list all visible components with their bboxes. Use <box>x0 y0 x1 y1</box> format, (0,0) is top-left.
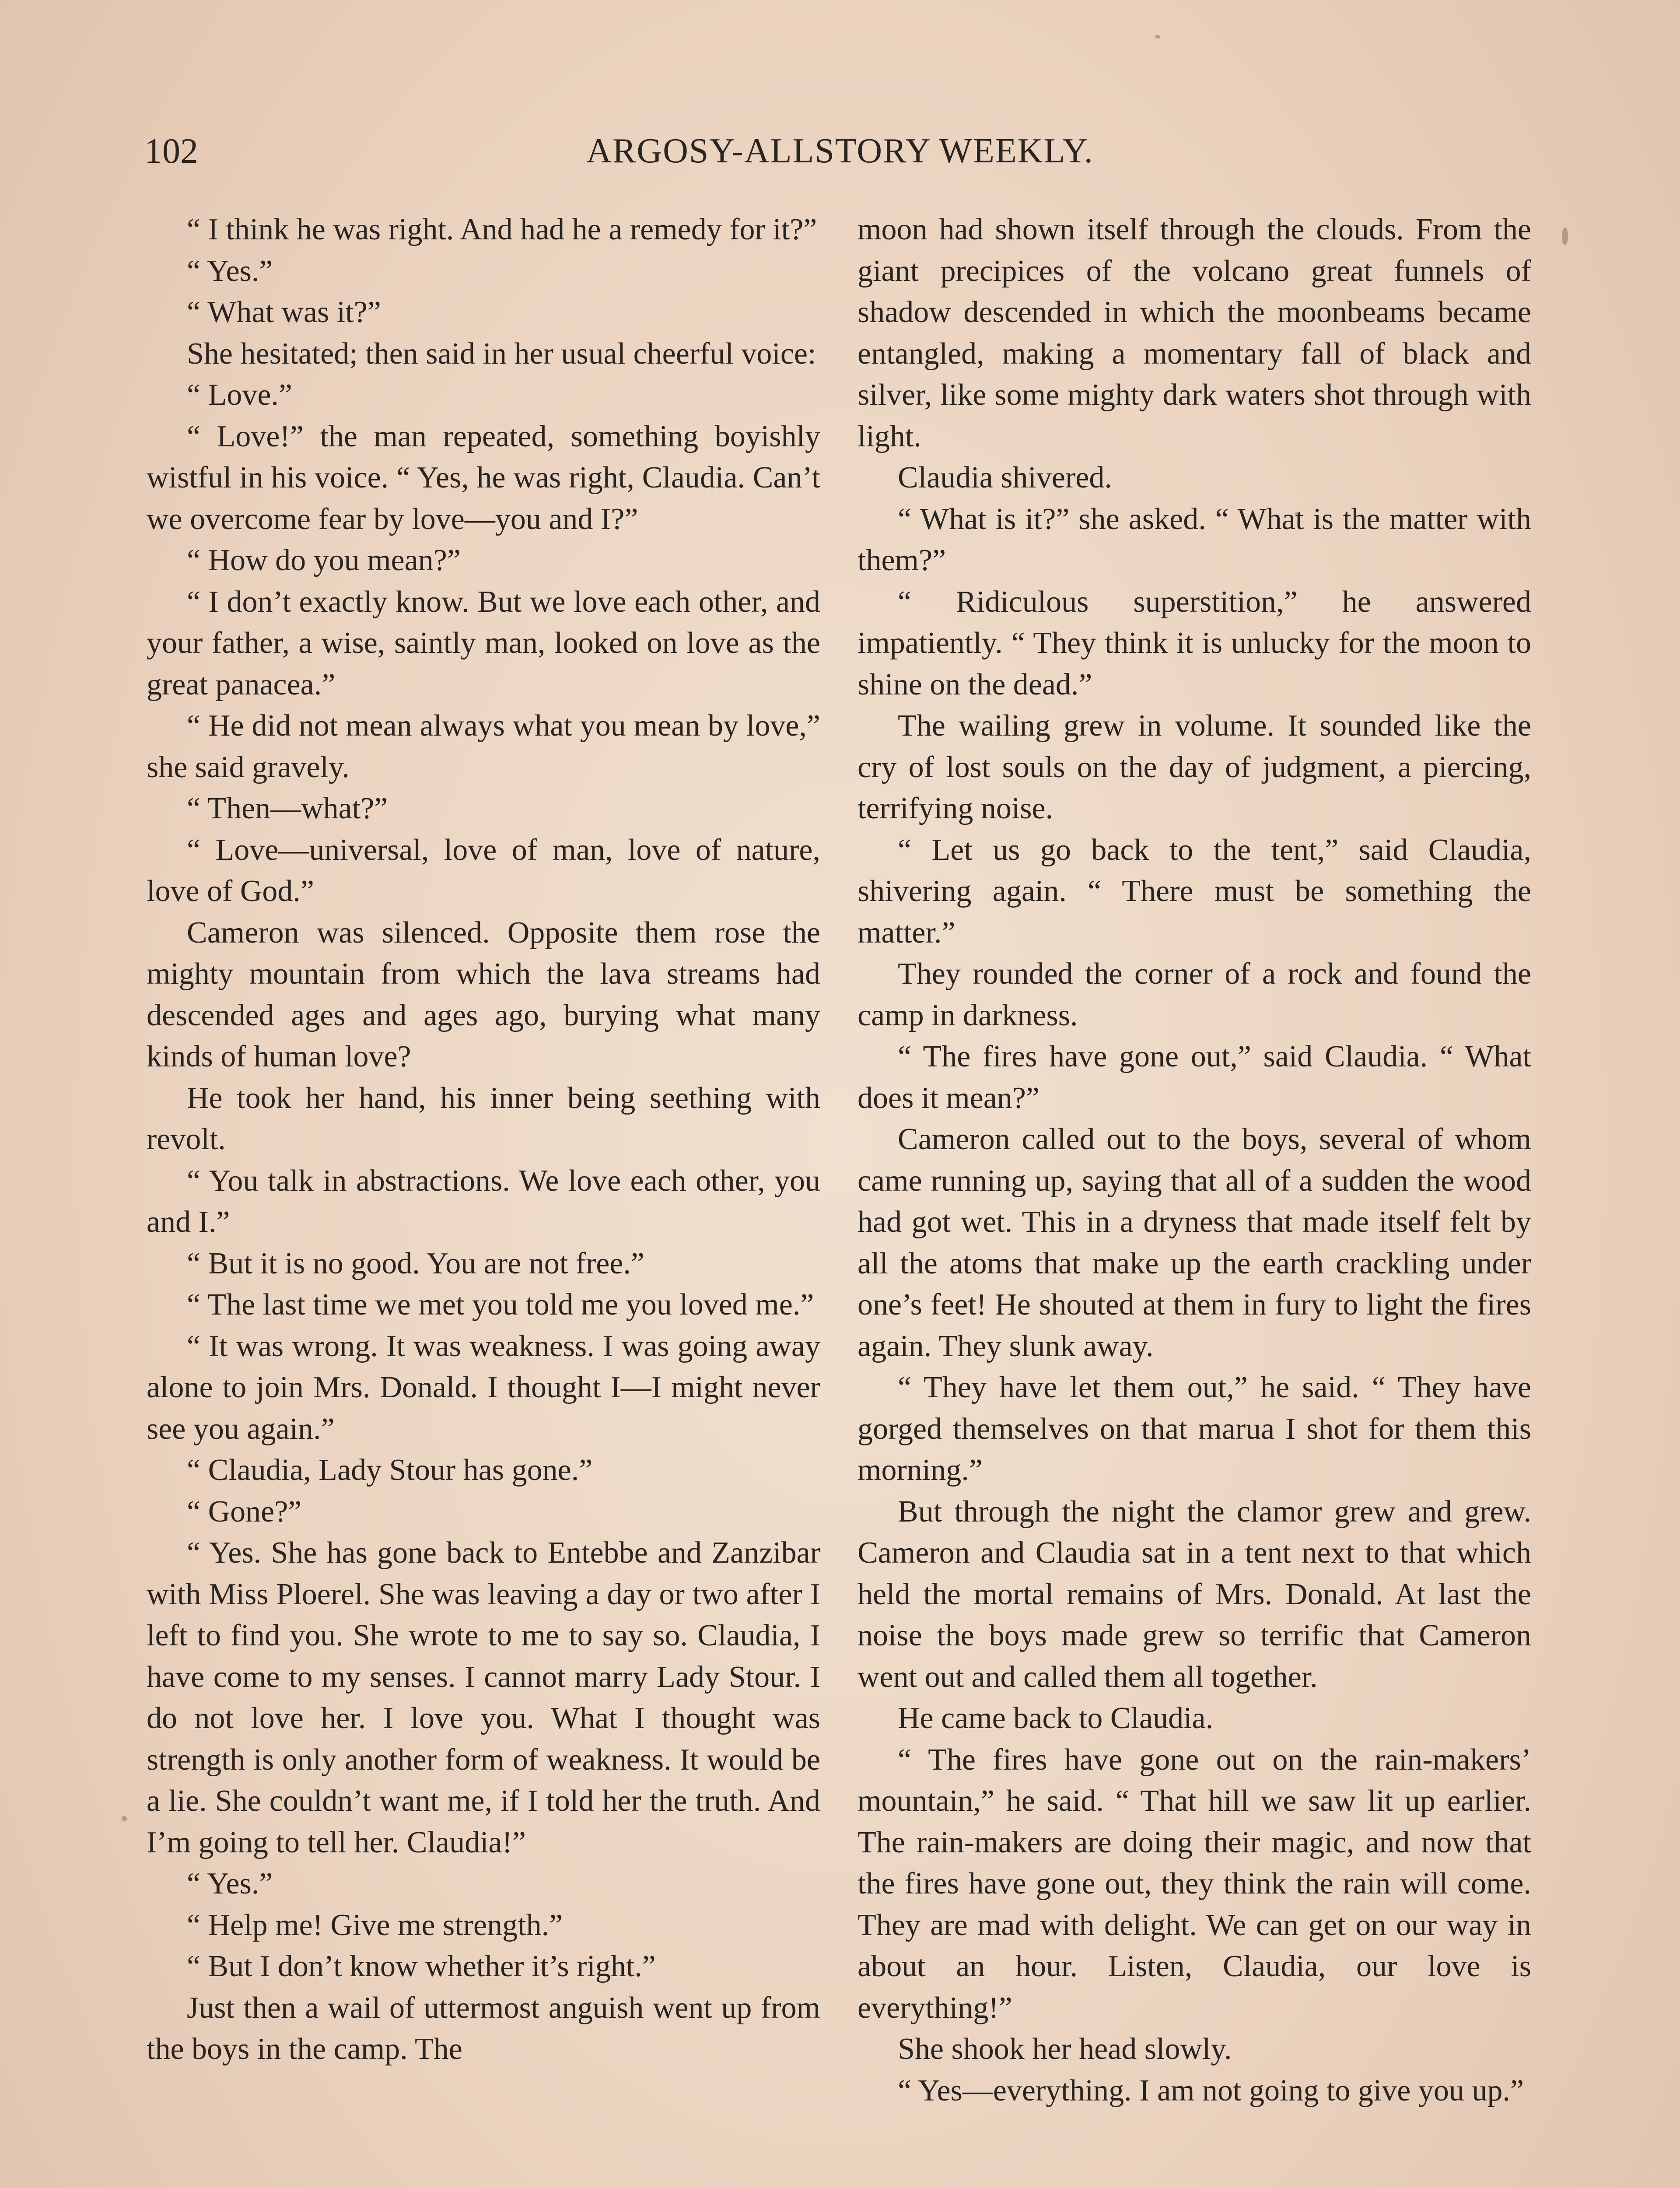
paragraph: “ Claudia, Lady Stour has gone.” <box>187 1453 593 1487</box>
paragraph: “ But I don’t know whether it’s right.” <box>187 1950 656 1983</box>
paragraph: “ What is it?” she asked. “ What is the matter with them?” <box>858 502 1531 577</box>
paragraph: “ You talk in abstractions. We love each other, you and I.” <box>147 1164 820 1239</box>
paragraph: “ They have let them out,” he said. “ They have gorged themselves on that marua I shot for them this morning.” <box>858 1371 1531 1487</box>
paragraph: “ Yes.” <box>187 254 273 288</box>
paragraph: She hesitated; then said in her usual cheerful voice: <box>187 337 816 371</box>
paragraph: “ What was it?” <box>187 295 381 329</box>
right-text-column <box>858 209 1531 2111</box>
paper-speck <box>1562 228 1568 245</box>
paragraph: “ Yes—everything. I am not going to give you up.” <box>898 2073 1524 2107</box>
paragraph: “ The last time we met you told me you loved me.” <box>187 1288 814 1322</box>
paragraph: “ Yes.” <box>187 1867 273 1900</box>
running-head: ARGOSY-ALLSTORY WEEKLY. <box>586 132 1094 170</box>
paragraph: Cameron was silenced. Opposite them rose the mighty mountain from which the lava streams had descended ages and ages ago, burying what many kinds of human love? <box>147 915 820 1073</box>
paragraph: “ The fires have gone out on the rain-makers’ mountain,” he said. “ That hill we saw lit up earlier. The rain-makers are doing their magic, and now that the fires have gone out, they think the rain will come. They are mad with delight. We can get on our way in about an hour. Listen, Claudia, our love is everything!” <box>858 1743 1531 2025</box>
paper-speck <box>1155 35 1160 39</box>
paragraph: The wailing grew in volume. It sounded like the cry of lost souls on the day of judgment, a piercing, terrifying noise. <box>858 709 1531 825</box>
paragraph: She shook her head slowly. <box>898 2032 1232 2066</box>
paragraph: “ I don’t exactly know. But we love each other, and your father, a wise, saintly man, looked on love as the great panacea.” <box>147 585 820 701</box>
paragraph: Claudia shivered. <box>898 461 1112 494</box>
paragraph: They rounded the corner of a rock and found the camp in darkness. <box>858 957 1531 1032</box>
paragraph: “ Love—universal, love of man, love of nature, love of God.” <box>147 833 820 908</box>
paragraph: “ But it is no good. You are not free.” <box>187 1246 644 1280</box>
paragraph: He took her hand, his inner being seething with revolt. <box>147 1081 820 1156</box>
paragraph: “ The fires have gone out,” said Claudia. “ What does it mean?” <box>858 1040 1531 1115</box>
paragraph: “ It was wrong. It was weakness. I was going away alone to join Mrs. Donald. I thought I—I might never see you again.” <box>147 1329 820 1446</box>
paragraph: “ I think he was right. And had he a remedy for it?” <box>187 213 817 246</box>
paragraph: “ Love!” the man repeated, something boyishly wistful in his voice. “ Yes, he was right, Claudia. Can’t we overcome fear by love—you and I?” <box>147 419 820 536</box>
left-text-column <box>147 209 820 2070</box>
paragraph: “ Ridiculous superstition,” he answered impatiently. “ They think it is unlucky for the moon to shine on the dead.” <box>858 585 1531 701</box>
paragraph: He came back to Claudia. <box>898 1701 1214 1735</box>
page-number: 102 <box>144 131 198 171</box>
paragraph: moon had shown itself through the clouds. From the giant precipices of the volcano great funnels of shadow descended in which the moonbeams became entangled, making a momentary fall of black and silver, like some mighty dark waters shot through with light. <box>858 213 1531 453</box>
paragraph: “ Let us go back to the tent,” said Claudia, shivering again. “ There must be something the matter.” <box>858 833 1531 950</box>
paragraph: “ Help me! Give me strength.” <box>187 1908 563 1942</box>
paragraph: But through the night the clamor grew and grew. Cameron and Claudia sat in a tent next to that which held the mortal remains of Mrs. Donald. At last the noise the boys made grew so terrific that Cameron went out and called them all together. <box>858 1494 1531 1694</box>
paragraph: Just then a wail of uttermost anguish went up from the boys in the camp. The <box>147 1991 820 2066</box>
paragraph: “ Gone?” <box>187 1494 302 1529</box>
paragraph: “ Then—what?” <box>187 792 388 825</box>
paragraph: “ How do you mean?” <box>187 543 461 577</box>
paragraph: “ He did not mean always what you mean by love,” she said gravely. <box>147 709 820 784</box>
paper-speck <box>122 1816 127 1821</box>
paragraph: Cameron called out to the boys, several of whom came running up, saying that all of a sudden the wood had got wet. This in a dryness that made itself felt by all the atoms that make up the earth crackling under one’s feet! He shouted at them in fury to light the fires again. They slunk away. <box>858 1122 1531 1363</box>
paragraph: “ Love.” <box>187 378 292 412</box>
page-header <box>144 127 1536 193</box>
paragraph: “ Yes. She has gone back to Entebbe and Zanzibar with Miss Ploerel. She was leaving a day or two after I left to find you. She wrote to me to say so. Claudia, I have come to my senses. I cannot marry Lady Stour. I do not love her. I love you. What I thought was strength is only another form of weakness. It would be a lie. She couldn’t want me, if I told her the truth. And I’m going to tell her. Claudia!” <box>147 1536 820 1859</box>
